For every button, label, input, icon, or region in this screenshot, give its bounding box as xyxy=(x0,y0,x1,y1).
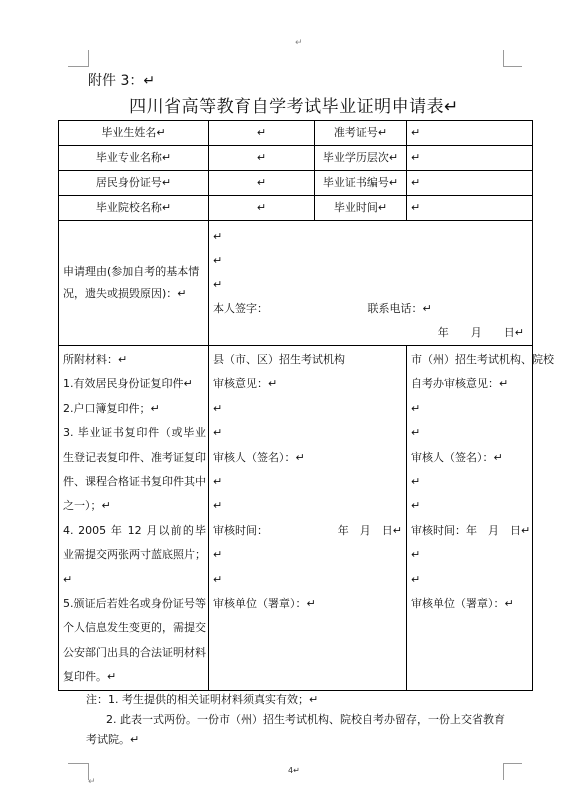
blank-line: ↵ xyxy=(213,474,223,488)
crop-mark-top-right xyxy=(503,50,522,67)
signature-label: 本人签字： xyxy=(213,302,268,315)
county-review-date: 年 月 日↵ xyxy=(337,523,402,537)
education-level-value[interactable]: ↵ xyxy=(407,146,533,171)
material-item-4: 4. 2005 年 12 月以前的毕业需提交两张两寸蓝底照片；↵ xyxy=(63,523,206,586)
material-item-2: 2.户口簿复印件；↵ xyxy=(63,401,160,415)
id-number-value[interactable]: ↵ xyxy=(209,171,315,196)
city-reviewer-label: 审核人（签名）：↵ xyxy=(411,450,503,464)
reason-label: 申请理由(参加自考的基本情况，遗失或损毁原因)：↵ xyxy=(63,265,200,300)
blank-line: ↵ xyxy=(411,548,421,562)
reason-blank-line: ↵ xyxy=(213,230,223,243)
city-agency-heading: 市（州）招生考试机构、院校 xyxy=(411,353,554,366)
county-review-time-label: 审核时间： xyxy=(213,523,268,537)
crop-mark-top-left xyxy=(68,50,89,67)
material-item-3: 3. 毕业证书复印件（或毕业生登记表复印件、准考证复印件、课程合格证书复印件其中之一）；↵ xyxy=(63,426,206,513)
paragraph-mark-top: ↵ xyxy=(295,38,303,48)
blank-line: ↵ xyxy=(213,499,223,513)
blank-line: ↵ xyxy=(213,401,223,415)
attached-materials-cell xyxy=(59,346,209,691)
county-agency-heading: 县（市、区）招生考试机构 xyxy=(213,353,345,366)
county-opinion-label: 审核意见：↵ xyxy=(213,377,278,391)
reason-date: 年 月 日↵ xyxy=(437,326,524,339)
material-item-1: 1.有效居民身份证复印件↵ xyxy=(63,377,193,391)
county-reviewer-label: 审核人（签名）：↵ xyxy=(213,450,305,464)
note-line-1: 注：1. 考生提供的相关证明材料须真实有效；↵ xyxy=(86,693,319,706)
phone-label: 联系电话：↵ xyxy=(367,302,432,315)
blank-line: ↵ xyxy=(411,401,421,415)
education-level-label: 毕业学历层次↵ xyxy=(315,146,407,171)
crop-mark-bottom-left xyxy=(68,763,89,780)
city-review-date: 年 月 日↵ xyxy=(466,523,531,537)
city-review-cell[interactable] xyxy=(407,346,554,691)
reason-blank-line: ↵ xyxy=(213,278,223,291)
blank-line: ↵ xyxy=(411,572,421,586)
major-name-value[interactable]: ↵ xyxy=(209,146,315,171)
document-title: 四川省高等教育自学考试毕业证明申请表↵ xyxy=(129,97,459,117)
materials-heading: 所附材料：↵ xyxy=(63,353,128,366)
blank-line: ↵ xyxy=(411,426,421,440)
city-unit-seal-label: 审核单位（署章）：↵ xyxy=(411,596,514,610)
graduation-time-value[interactable]: ↵ xyxy=(407,196,533,221)
county-review-cell[interactable] xyxy=(209,346,407,691)
note-line-3: 考试院。↵ xyxy=(86,733,140,746)
crop-mark-bottom-right xyxy=(503,763,522,780)
graduate-name-value[interactable]: ↵ xyxy=(209,121,315,146)
city-review-time-label: 审核时间： xyxy=(411,523,466,537)
exam-ticket-number-value[interactable]: ↵ xyxy=(407,121,533,146)
blank-line: ↵ xyxy=(213,426,223,440)
blank-line: ↵ xyxy=(213,572,223,586)
blank-line: ↵ xyxy=(213,548,223,562)
graduate-name-label: 毕业生姓名↵ xyxy=(59,121,209,146)
reason-blank-line: ↵ xyxy=(213,254,223,267)
paragraph-mark-bottom: ↵ xyxy=(88,777,96,787)
application-form-table xyxy=(58,120,554,691)
material-item-5: 5.颁证后若姓名或身份证号等个人信息发生变更的，需提交公安部门出具的合法证明材料复印件。↵ xyxy=(63,597,206,684)
exam-ticket-number-label: 准考证号↵ xyxy=(315,121,407,146)
note-line-2: 2. 此表一式两份。一份市（州）招生考试机构、院校自考办留存，一份上交省教育 xyxy=(106,713,505,726)
annex-label: 附件 3：↵ xyxy=(88,73,156,89)
city-opinion-label: 自考办审核意见：↵ xyxy=(411,377,509,391)
id-number-label: 居民身份证号↵ xyxy=(59,171,209,196)
blank-line: ↵ xyxy=(411,474,421,488)
school-name-label: 毕业院校名称↵ xyxy=(59,196,209,221)
school-name-value[interactable]: ↵ xyxy=(209,196,315,221)
certificate-number-label: 毕业证书编号↵ xyxy=(315,171,407,196)
blank-line: ↵ xyxy=(411,499,421,513)
page-number: 4↵ xyxy=(288,766,300,775)
graduation-time-label: 毕业时间↵ xyxy=(315,196,407,221)
major-name-label: 毕业专业名称↵ xyxy=(59,146,209,171)
county-unit-seal-label: 审核单位（署章）：↵ xyxy=(213,596,316,610)
reason-field[interactable] xyxy=(209,221,533,346)
certificate-number-value[interactable]: ↵ xyxy=(407,171,533,196)
reason-label-cell xyxy=(59,221,209,346)
